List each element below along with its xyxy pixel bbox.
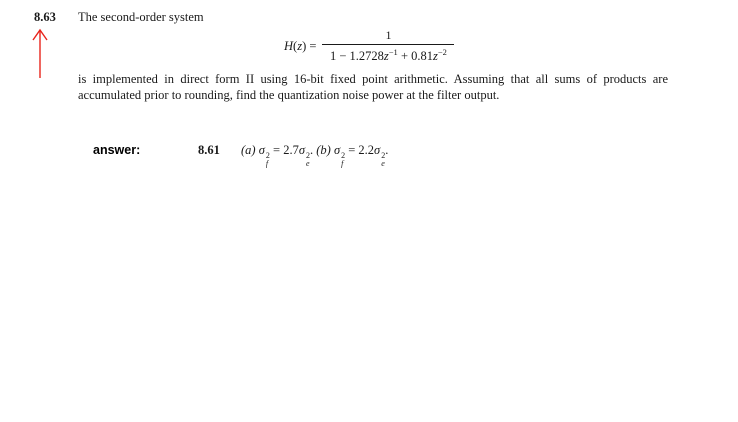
equation-fraction	[322, 28, 454, 64]
red-up-arrow-icon	[31, 28, 49, 80]
problem-number: 8.63	[34, 10, 56, 24]
equation-numerator: 1	[385, 28, 392, 42]
answer-label: answer:	[93, 143, 141, 157]
problem-intro: The second-order system	[78, 10, 204, 24]
problem-body: is implemented in direct form II using 16-bit fixed point arithmetic. Assuming that all sums of products are accumulated prior to rounding, find the quantization noise power at the filter output.	[78, 72, 668, 102]
transfer-function-equation	[284, 28, 454, 64]
answer-number: 8.61	[198, 143, 220, 157]
equation-denominator: $1 - 1.2728z^{-1} + 0.81z^{-2}$	[329, 47, 447, 64]
answer-text: (a) σ 2 f = 2.7σ 2 e . (b) σ 2 f = 2.2σ 2 e .	[241, 143, 389, 168]
equation-lhs: H(z) =	[284, 38, 317, 53]
